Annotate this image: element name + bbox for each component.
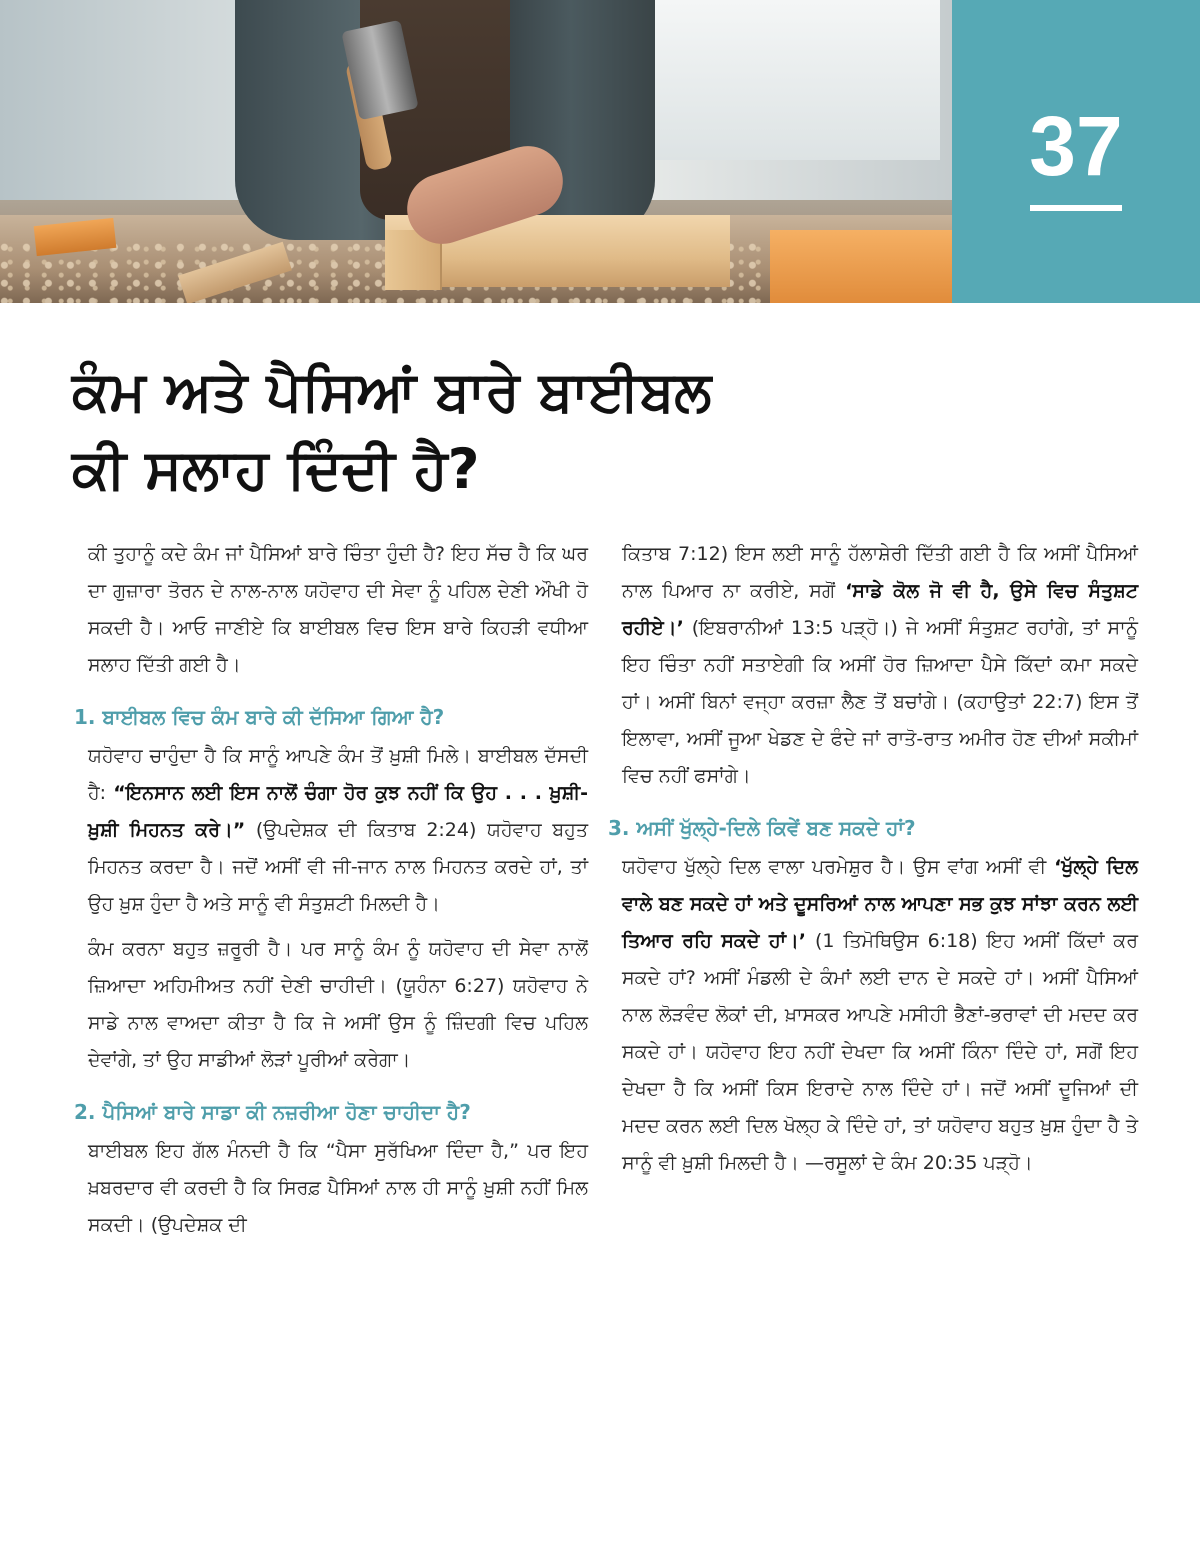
question-3: 3. ਅਸੀਂ ਖੁੱਲ੍ਹੇ-ਦਿਲੇ ਕਿਵੇਂ ਬਣ ਸਕਦੇ ਹਾਂ? — [608, 816, 916, 840]
section-2-text-b: (ਇਬਰਾਨੀਆਂ 13:5 ਪੜ੍ਹੋ।) ਜੇ ਅਸੀਂ ਸੰਤੁਸ਼ਟ ਰਹਾਂਗੇ, ਤਾਂ ਸਾਨੂੰ ਇਹ ਚਿੰਤਾ ਨਹੀਂ ਸਤਾਏਗੀ ਕਿ ਅਸੀਂ ਹੋਰ ਜ਼ਿਆਦਾ ਪੈਸੇ ਕਿੱਦਾਂ ਕਮਾ ਸਕਦੇ ਹਾਂ। ਅਸੀਂ ਬਿਨਾਂ ਵਜ੍ਹਾ ਕਰਜ਼ਾ ਲੈਣ ਤੋਂ ਬਚਾਂਗੇ। (ਕਹਾਉਤਾਂ 22:7) ਇਸ ਤੋਂ ਇਲਾਵਾ, ਅਸੀਂ ਜੂਆ ਖੇਡਣ ਦੇ ਫੰਦੇ ਜਾਂ ਰਾਤੋ-ਰਾਤ ਅਮੀਰ ਹੋਣ ਦੀਆਂ ਸਕੀਮਾਂ ਵਿਚ ਨਹੀਂ ਫਸਾਂਗੇ। — [622, 617, 1138, 787]
intro-paragraph: ਕੀ ਤੁਹਾਨੂੰ ਕਦੇ ਕੰਮ ਜਾਂ ਪੈਸਿਆਂ ਬਾਰੇ ਚਿੰਤਾ ਹੁੰਦੀ ਹੈ? ਇਹ ਸੱਚ ਹੈ ਕਿ ਘਰ ਦਾ ਗੁਜ਼ਾਰਾ ਤੋਰਨ ਦੇ ਨਾਲ-ਨਾਲ ਯਹੋਵਾਹ ਦੀ ਸੇਵਾ ਨੂੰ ਪਹਿਲ ਦੇਣੀ ਔਖੀ ਹੋ ਸਕਦੀ ਹੈ। ਆਓ ਜਾਣੀਏ ਕਿ ਬਾਈਬਲ ਵਿਚ ਇਸ ਬਾਰੇ ਕਿਹੜੀ ਵਧੀਆ ਸਲਾਹ ਦਿੱਤੀ ਗਈ ਹੈ। — [88, 543, 588, 676]
lesson-number-badge — [952, 0, 1200, 303]
section-1-paragraph-2: ਕੰਮ ਕਰਨਾ ਬਹੁਤ ਜ਼ਰੂਰੀ ਹੈ। ਪਰ ਸਾਨੂੰ ਕੰਮ ਨੂੰ ਯਹੋਵਾਹ ਦੀ ਸੇਵਾ ਨਾਲੋਂ ਜ਼ਿਆਦਾ ਅਹਿਮੀਅਤ ਨਹੀਂ ਦੇਣੀ ਚਾਹੀਦੀ। (ਯੂਹੰਨਾ 6:27) ਯਹੋਵਾਹ ਨੇ ਸਾਡੇ ਨਾਲ ਵਾਅਦਾ ਕੀਤਾ ਹੈ ਕਿ ਜੇ ਅਸੀਂ ਉਸ ਨੂੰ ਜ਼ਿੰਦਗੀ ਵਿਚ ਪਹਿਲ ਦੇਵਾਂਗੇ, ਤਾਂ ਉਹ ਸਾਡੀਆਂ ਲੋੜਾਂ ਪੂਰੀਆਂ ਕਰੇਗਾ। — [88, 938, 588, 1071]
section-3-paragraph — [622, 849, 1138, 1182]
section-1-text-a: ਯਹੋਵਾਹ ਚਾਹੁੰਦਾ ਹੈ ਕਿ ਸਾਨੂੰ ਆਪਣੇ ਕੰਮ ਤੋਂ ਖ਼ੁਸ਼ੀ ਮਿਲੇ। ਬਾਈਬਲ ਦੱਸਦੀ ਹੈ: — [88, 745, 588, 804]
section-2-paragraph-left: ਬਾਈਬਲ ਇਹ ਗੱਲ ਮੰਨਦੀ ਹੈ ਕਿ “ਪੈਸਾ ਸੁਰੱਖਿਆ ਦਿੰਦਾ ਹੈ,” ਪਰ ਇਹ ਖ਼ਬਰਦਾਰ ਵੀ ਕਰਦੀ ਹੈ ਕਿ ਸਿਰਫ਼ ਪੈਸਿਆਂ ਨਾਲ ਹੀ ਸਾਨੂੰ ਖ਼ੁਸ਼ੀ ਨਹੀਂ ਮਿਲ ਸਕਦੀ। (ਉਪਦੇਸ਼ਕ ਦੀ — [88, 1140, 588, 1236]
section-2-bold-quote: ‘ਸਾਡੇ ਕੋਲ ਜੋ ਵੀ ਹੈ, ਉਸੇ ਵਿਚ ਸੰਤੁਸ਼ਟ ਰਹੀਏ।’ — [622, 580, 1138, 639]
section-1-paragraph-1 — [88, 738, 588, 923]
lesson-number: 37 — [1029, 99, 1123, 193]
question-1: 1. ਬਾਈਬਲ ਵਿਚ ਕੰਮ ਬਾਰੇ ਕੀ ਦੱਸਿਆ ਗਿਆ ਹੈ? — [74, 705, 445, 729]
title-line-2: ਕੀ ਸਲਾਹ ਦਿੰਦੀ ਹੈ? — [72, 437, 480, 501]
section-3-text-a: ਯਹੋਵਾਹ ਖੁੱਲ੍ਹੇ ਦਿਲ ਵਾਲਾ ਪਰਮੇਸ਼ੁਰ ਹੈ। ਉਸ ਵਾਂਗ ਅਸੀਂ ਵੀ — [622, 856, 1055, 878]
workshop-window — [640, 0, 940, 160]
section-1-text-b: (ਉਪਦੇਸ਼ਕ ਦੀ ਕਿਤਾਬ 2:24) ਯਹੋਵਾਹ ਬਹੁਤ ਮਿਹਨਤ ਕਰਦਾ ਹੈ। ਜਦੋਂ ਅਸੀਂ ਵੀ ਜੀ-ਜਾਨ ਨਾਲ ਮਿਹਨਤ ਕਰਦੇ ਹਾਂ, ਤਾਂ ਉਹ ਖ਼ੁਸ਼ ਹੁੰਦਾ ਹੈ ਅਤੇ ਸਾਨੂੰ ਵੀ ਸੰਤੁਸ਼ਟੀ ਮਿਲਦੀ ਹੈ। — [88, 819, 588, 915]
title-line-1: ਕੰਮ ਅਤੇ ਪੈਸਿਆਂ ਬਾਰੇ ਬਾਈਬਲ — [72, 359, 712, 423]
left-column — [74, 536, 588, 1252]
orange-box — [770, 230, 952, 303]
section-1-bold-quote: “ਇਨਸਾਨ ਲਈ ਇਸ ਨਾਲੋਂ ਚੰਗਾ ਹੋਰ ਕੁਝ ਨਹੀਂ ਕਿ ਉਹ . . . ਖ਼ੁਸ਼ੀ-ਖ਼ੁਸ਼ੀ ਮਿਹਨਤ ਕਰੇ।” — [88, 782, 588, 841]
header-photo — [0, 0, 952, 303]
section-3-bold-quote: ‘ਖੁੱਲ੍ਹੇ ਦਿਲ ਵਾਲੇ ਬਣ ਸਕਦੇ ਹਾਂ ਅਤੇ ਦੂਸਰਿਆਂ ਨਾਲ ਆਪਣਾ ਸਭ ਕੁਝ ਸਾਂਝਾ ਕਰਨ ਲਈ ਤਿਆਰ ਰਹਿ ਸਕਦੇ ਹਾਂ।’ — [622, 856, 1138, 952]
section-2-paragraph-right — [622, 536, 1138, 795]
question-2: 2. ਪੈਸਿਆਂ ਬਾਰੇ ਸਾਡਾ ਕੀ ਨਜ਼ਰੀਆ ਹੋਣਾ ਚਾਹੀਦਾ ਹੈ? — [74, 1100, 471, 1124]
section-2-text-a: ਕਿਤਾਬ 7:12) ਇਸ ਲਈ ਸਾਨੂੰ ਹੱਲਾਸ਼ੇਰੀ ਦਿੱਤੀ ਗਈ ਹੈ ਕਿ ਅਸੀਂ ਪੈਸਿਆਂ ਨਾਲ ਪਿਆਰ ਨਾ ਕਰੀਏ, ਸਗੋਂ — [622, 543, 1138, 602]
badge-underline — [1030, 205, 1122, 211]
right-column — [608, 536, 1138, 1190]
section-3-text-b: (1 ਤਿਮੋਥਿਉਸ 6:18) ਇਹ ਅਸੀਂ ਕਿੱਦਾਂ ਕਰ ਸਕਦੇ ਹਾਂ? ਅਸੀਂ ਮੰਡਲੀ ਦੇ ਕੰਮਾਂ ਲਈ ਦਾਨ ਦੇ ਸਕਦੇ ਹਾਂ। ਅਸੀਂ ਪੈਸਿਆਂ ਨਾਲ ਲੋੜਵੰਦ ਲੋਕਾਂ ਦੀ, ਖ਼ਾਸਕਰ ਆਪਣੇ ਮਸੀਹੀ ਭੈਣਾਂ-ਭਰਾਵਾਂ ਦੀ ਮਦਦ ਕਰ ਸਕਦੇ ਹਾਂ। ਯਹੋਵਾਹ ਇਹ ਨਹੀਂ ਦੇਖਦਾ ਕਿ ਅਸੀਂ ਕਿੰਨਾ ਦਿੰਦੇ ਹਾਂ, ਸਗੋਂ ਇਹ ਦੇਖਦਾ ਹੈ ਕਿ ਅਸੀਂ ਕਿਸ ਇਰਾਦੇ ਨਾਲ ਦਿੰਦੇ ਹਾਂ। ਜਦੋਂ ਅਸੀਂ ਦੂਜਿਆਂ ਦੀ ਮਦਦ ਕਰਨ ਲਈ ਦਿਲ ਖੋਲ੍ਹ ਕੇ ਦਿੰਦੇ ਹਾਂ, ਤਾਂ ਯਹੋਵਾਹ ਬਹੁਤ ਖ਼ੁਸ਼ ਹੁੰਦਾ ਹੈ ਤੇ ਸਾਨੂੰ ਵੀ ਖ਼ੁਸ਼ੀ ਮਿਲਦੀ ਹੈ। —ਰਸੂਲਾਂ ਦੇ ਕੰਮ 20:35 ਪੜ੍ਹੋ। — [622, 930, 1138, 1174]
page-title — [72, 352, 1072, 508]
